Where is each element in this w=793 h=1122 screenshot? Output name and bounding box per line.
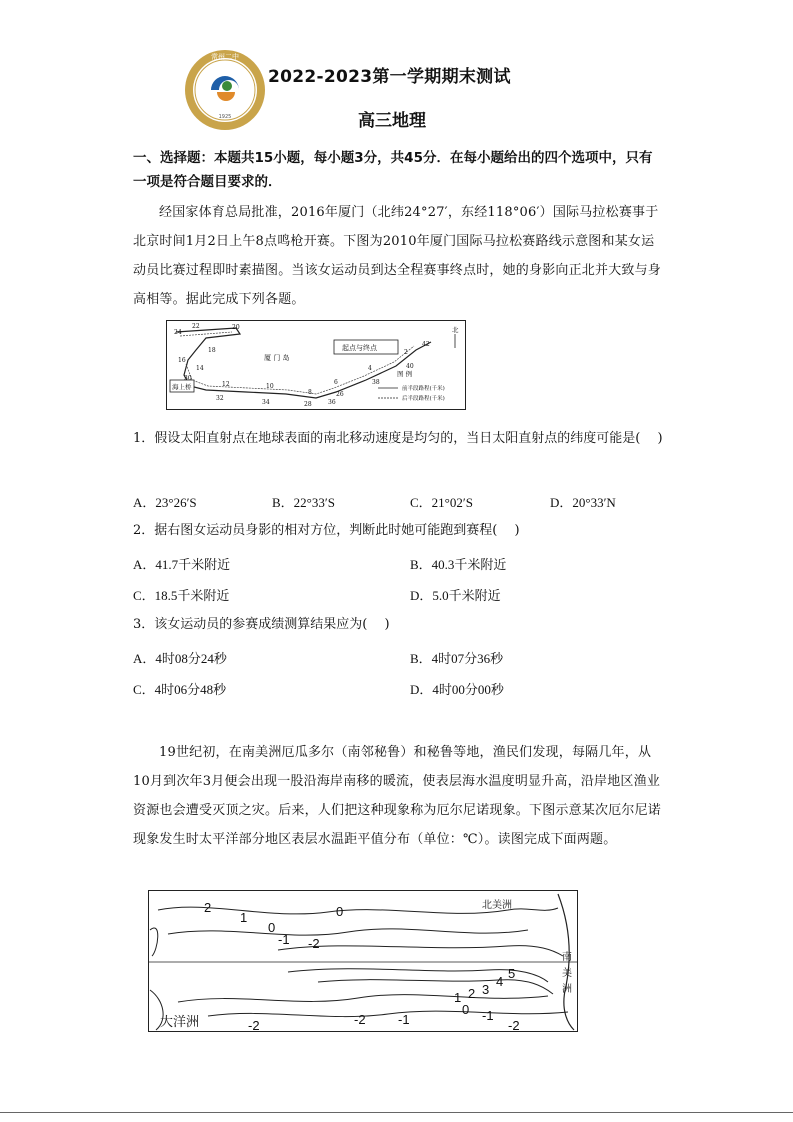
map1-mark: 40 bbox=[406, 363, 414, 370]
contour-label: -2 bbox=[354, 1012, 366, 1027]
contour-label: -1 bbox=[482, 1008, 494, 1023]
school-logo bbox=[183, 48, 267, 132]
map1-mark: 16 bbox=[178, 357, 186, 364]
q2-option-a[interactable]: A．41.7千米附近 bbox=[133, 557, 231, 572]
q3-option-c[interactable]: C．4时06分48秒 bbox=[133, 682, 227, 697]
contour-label: 3 bbox=[482, 982, 490, 997]
passage-1: 经国家体育总局批准，2016年厦门（北纬24°27′，东经118°06′）国际马拉松赛事于北京时间1月2日上午8点鸣枪开赛。下图为2010年厦门国际马拉松赛路线示意图和某女运动员比赛过程即时素描图。当该女运动员到达全程赛事终点时，她的身影向正北并大致与身高相等。据此完成下列各题。 bbox=[133, 205, 662, 307]
exam-subtitle: 高三地理 bbox=[358, 111, 426, 131]
map1-mark: 2 bbox=[404, 349, 408, 356]
q2-option-c[interactable]: C．18.5千米附近 bbox=[133, 588, 230, 603]
map1-north: 北 bbox=[452, 326, 459, 334]
label-south-america-1: 南 bbox=[562, 952, 572, 963]
contour-label: -2 bbox=[508, 1018, 520, 1032]
contour-label: 0 bbox=[268, 920, 276, 935]
label-north-america: 北美洲 bbox=[482, 900, 512, 911]
map1-legend-front: 前半段路程(千米) bbox=[402, 386, 445, 392]
map1-mark: 30 bbox=[184, 375, 192, 382]
contour-label: 2 bbox=[468, 986, 476, 1001]
contour-label: 1 bbox=[240, 910, 248, 925]
question-3-stem: 3．该女运动员的参赛成绩测算结果应为( ) bbox=[133, 617, 390, 632]
contour-label: 2 bbox=[204, 900, 212, 915]
logo-year: 1925 bbox=[218, 114, 232, 120]
q1-option-d[interactable]: D．20°33′N bbox=[550, 495, 616, 510]
question-1-stem: 1．假设太阳直射点在地球表面的南北移动速度是均匀的，当日太阳直射点的纬度可能是( ) bbox=[133, 431, 663, 446]
contour-label: 5 bbox=[508, 966, 516, 981]
map1-mark: 12 bbox=[222, 381, 230, 388]
map1-mark: 14 bbox=[196, 365, 204, 372]
q3-option-d[interactable]: D．4时00分00秒 bbox=[410, 682, 504, 697]
map1-mark: 36 bbox=[328, 399, 336, 406]
q2-option-b[interactable]: B．40.3千米附近 bbox=[410, 557, 507, 572]
map1-start-end: 起点与终点 bbox=[342, 344, 377, 352]
map1-legend-title: 图 例 bbox=[397, 370, 413, 378]
section-heading: 一、选择题：本题共15小题，每小题3分，共45分．在每小题给出的四个选项中，只有一项是符合题目要求的． bbox=[133, 150, 653, 190]
q2-option-d[interactable]: D．5.0千米附近 bbox=[410, 588, 501, 603]
contour-label: 0 bbox=[462, 1002, 470, 1017]
map1-mark: 22 bbox=[192, 323, 200, 330]
logo-text: 常州二中 bbox=[211, 53, 239, 61]
marathon-route-map bbox=[166, 320, 466, 410]
sea-temperature-anomaly-map bbox=[148, 890, 578, 1032]
contour-label: -2 bbox=[248, 1018, 260, 1032]
map1-mark: 18 bbox=[208, 347, 216, 354]
map1-mark: 4 bbox=[368, 365, 372, 372]
passage-2: 19世纪初，在南美洲厄瓜多尔（南邻秘鲁）和秘鲁等地，渔民们发现，每隔几年，从10月到次年3月便会出现一股沿海岸南移的暖流，使表层海水温度明显升高，沿岸地区渔业资源也会遭受灭顶之灾。后来，人们把这种现象称为厄尔尼诺现象。下图示意某次厄尔尼诺现象发生时太平洋部分地区表层水温距平值分布（单位：℃）。读图完成下面两题。 bbox=[133, 745, 662, 847]
q3-option-a[interactable]: A．4时08分24秒 bbox=[133, 651, 227, 666]
map1-mark: 24 bbox=[174, 329, 182, 336]
map1-mark: 26 bbox=[336, 391, 344, 398]
label-south-america-2: 美 bbox=[562, 968, 572, 979]
q1-option-b[interactable]: B．22°33′S bbox=[272, 495, 335, 510]
map1-mark: 8 bbox=[308, 389, 312, 396]
map1-mark: 42 bbox=[422, 341, 430, 348]
question-2-stem: 2．据右图女运动员身影的相对方位，判断此时她可能跑到赛程( ) bbox=[133, 523, 520, 538]
map1-mark: 32 bbox=[216, 395, 224, 402]
map1-bridge: 海上桥 bbox=[172, 383, 192, 391]
contour-label: 4 bbox=[496, 974, 504, 989]
page-footer-rule bbox=[0, 1112, 793, 1113]
map1-mark: 28 bbox=[304, 401, 312, 408]
map1-mark: 6 bbox=[334, 379, 338, 386]
map1-island: 厦 门 岛 bbox=[264, 354, 290, 362]
q1-option-c[interactable]: C．21°02′S bbox=[410, 495, 473, 510]
map1-mark: 10 bbox=[266, 383, 274, 390]
contour-label: -1 bbox=[398, 1012, 410, 1027]
contour-label: 1 bbox=[454, 990, 462, 1005]
map1-legend-back: 后半段路程(千米) bbox=[402, 396, 445, 402]
q1-option-a[interactable]: A．23°26′S bbox=[133, 495, 197, 510]
label-south-america-3: 洲 bbox=[562, 984, 572, 995]
map1-mark: 38 bbox=[372, 379, 380, 386]
contour-label: -2 bbox=[308, 936, 320, 951]
exam-title: 2022-2023第一学期期末测试 bbox=[268, 67, 511, 87]
contour-label: -1 bbox=[278, 932, 290, 947]
label-oceania: 大洋洲 bbox=[160, 1015, 200, 1030]
map1-mark: 34 bbox=[262, 399, 270, 406]
q3-option-b[interactable]: B．4时07分36秒 bbox=[410, 651, 504, 666]
contour-label: 0 bbox=[336, 904, 344, 919]
map1-mark: 20 bbox=[232, 324, 240, 331]
